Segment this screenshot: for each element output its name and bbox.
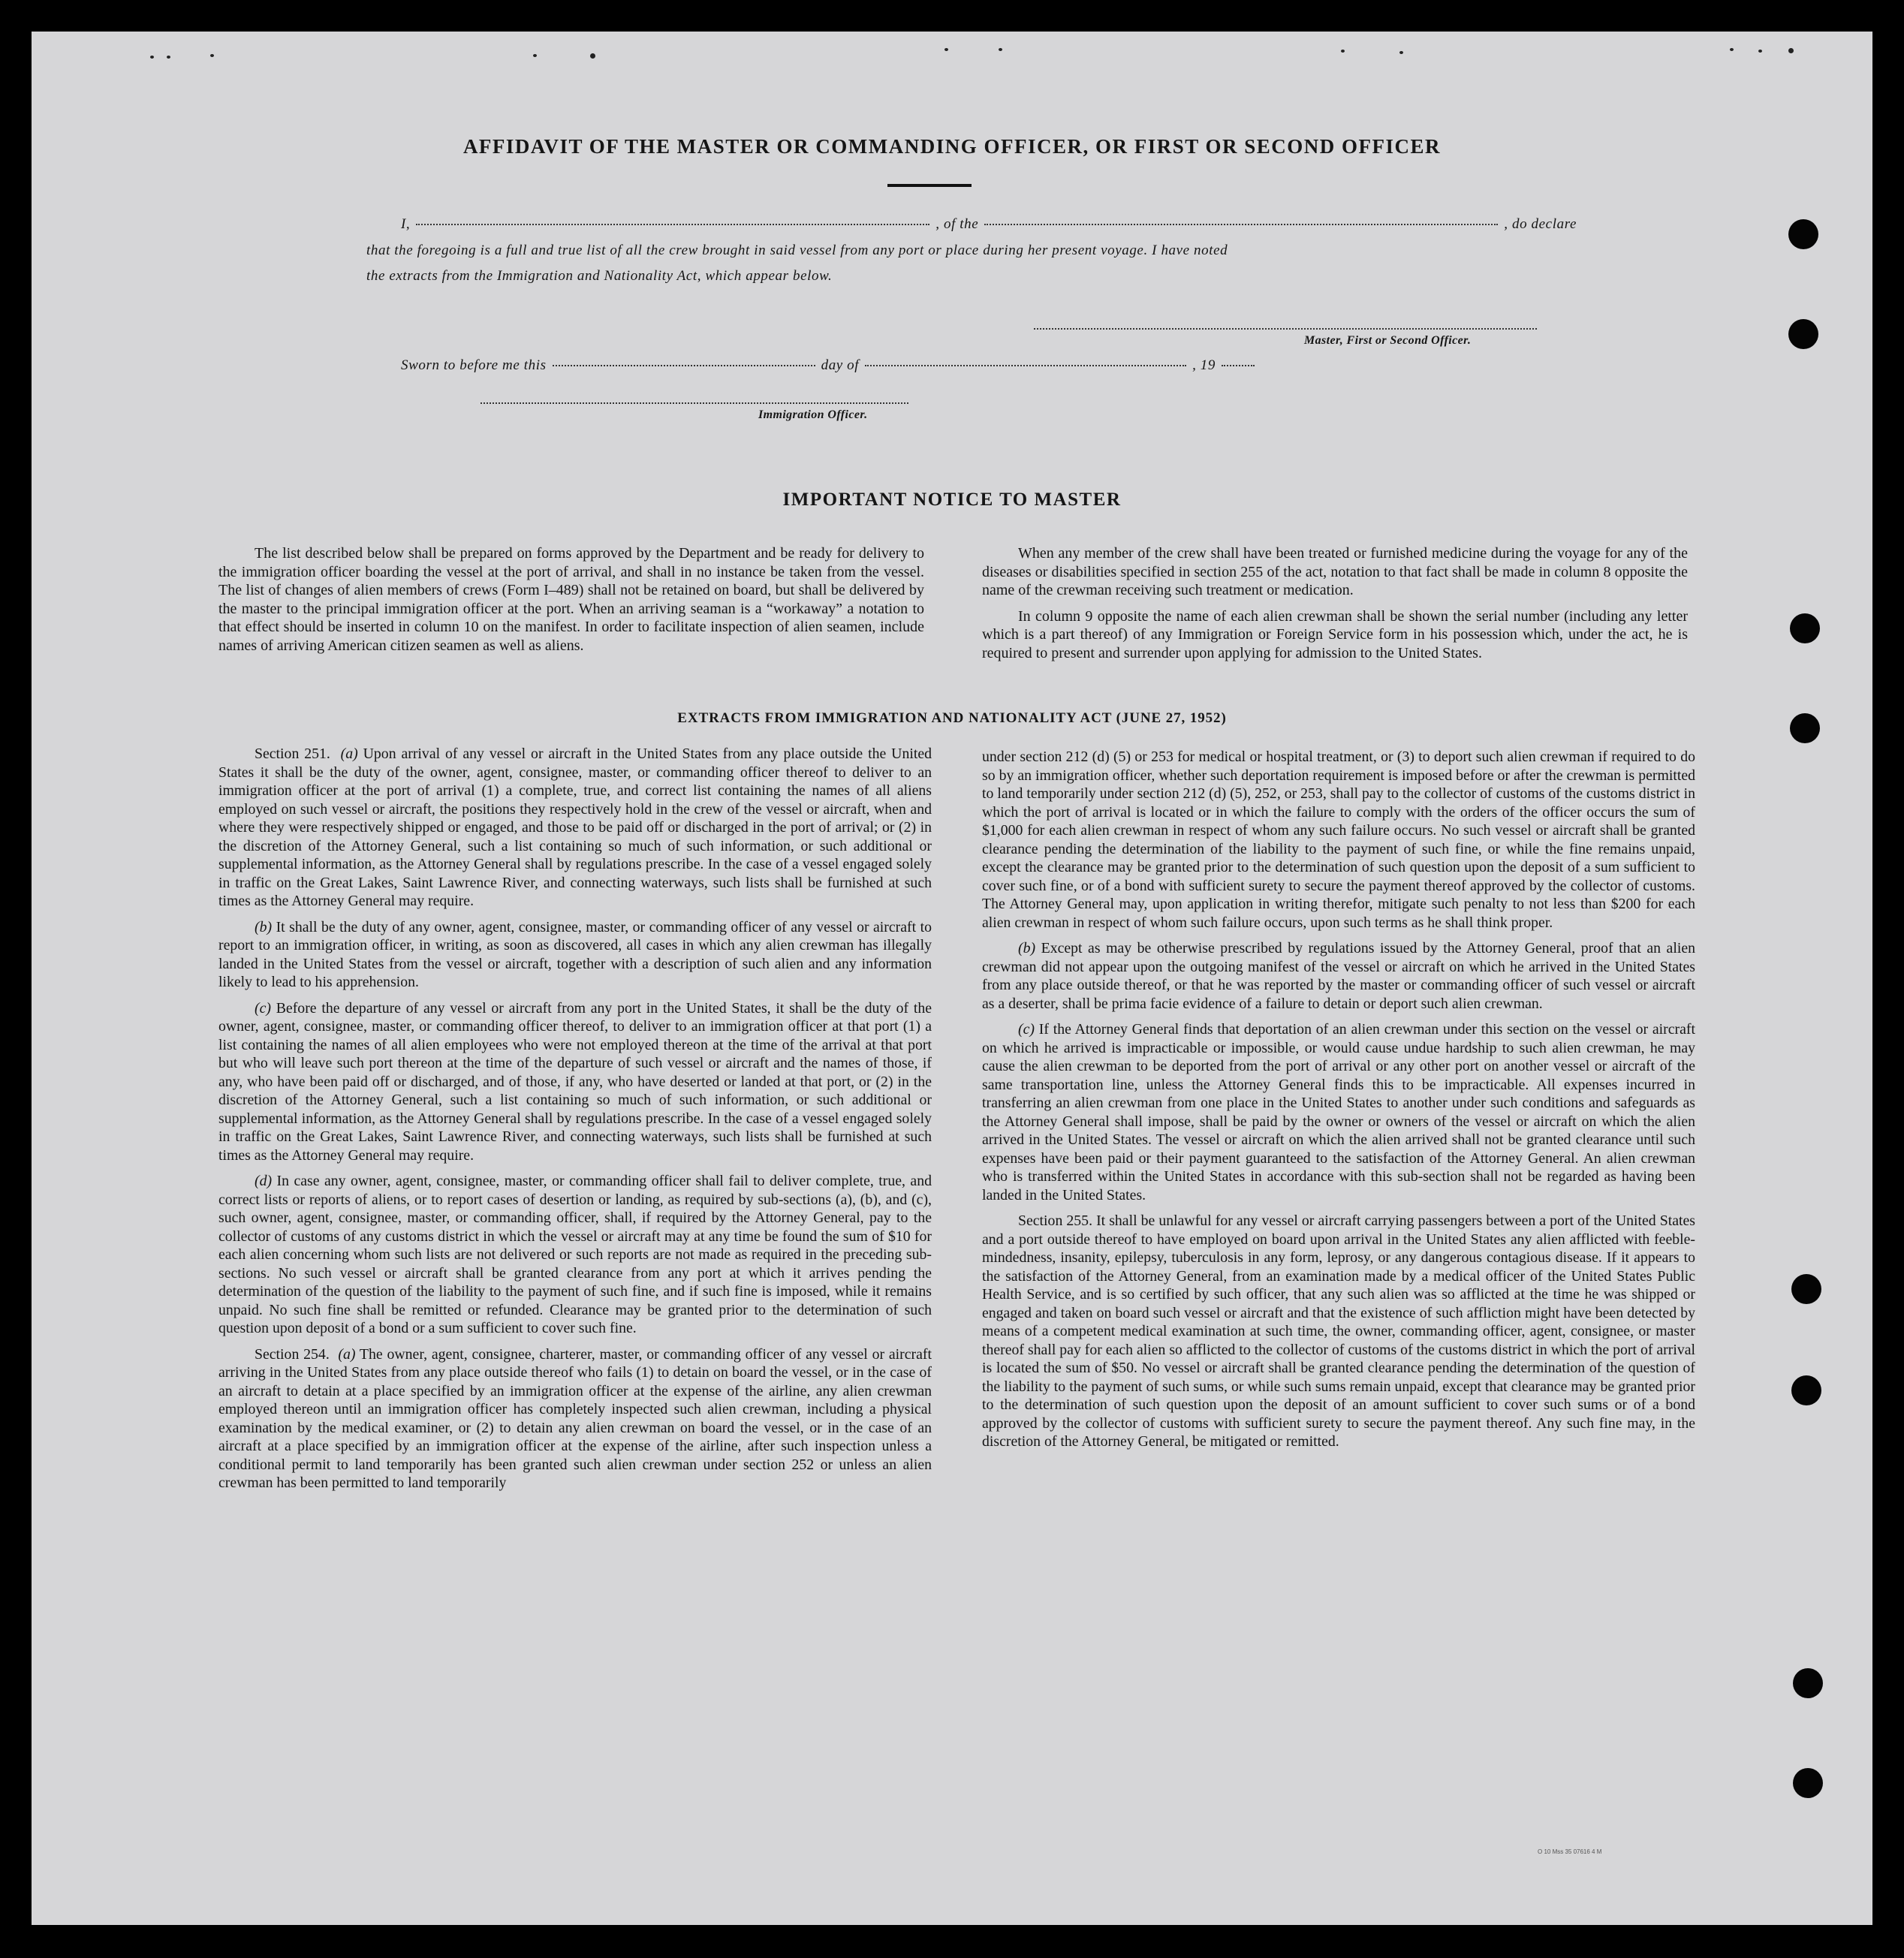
notice-title: IMPORTANT NOTICE TO MASTER	[782, 490, 1122, 510]
year-blank[interactable]	[1222, 365, 1255, 366]
vessel-blank[interactable]	[984, 224, 1498, 225]
word-i: I,	[401, 216, 411, 232]
year-text: , 19	[1192, 357, 1216, 373]
sworn-text: Sworn to before me this	[401, 357, 547, 373]
section-254-a-continued: under section 212 (d) (5) or 253 for medical or hospital treatment, or (3) to deport such alien crewman if required to do so by an immigration officer, whether such deportation requirement is imposed before or after the crewman is permitted to land temporarily under section 212 (d) (5), 252, or 253, shall pay to the collector of customs of the customs district in which the port of arrival is located or in which the failure to comply with the orders of the officer occurs the sum of $1,000 for each alien crewman in respect of whom any such failure occurs. No such vessel or aircraft shall be granted clearance pending the determination of the liability to the payment of such fine, or while the fine remains unpaid, except the clearance may be granted prior to the determination of such question upon the deposit of a sum sufficient to cover such fine, or of a bond with sufficient surety to secure the payment thereof approved by the collector of customs. The Attorney General may, upon application in writing therefor, mitigate such penalty to not less than $200 for each alien crewman in respect of whom such failure occurs, upon such terms as he shall think proper.	[982, 749, 1695, 931]
day-blank[interactable]	[553, 365, 815, 366]
scan-speck	[167, 56, 170, 59]
word-do-declare: , do declare	[1504, 216, 1577, 232]
section-251-c: (c) Before the departure of any vessel or aircraft from any port in the United States, it shall be the duty of the owner, agent, consignee, master, or commanding officer thereof, to deliver to an immigration officer at that port (1) a list containing the names of all alien employees who were not employed thereon at the time of the arrival at that port but who will leave such port thereon at the time of the departure of such vessel or aircraft and the names of those, if any, who have been paid off or discharged, and of those, if any, who have deserted or landed at that port, or (2) in the discretion of the Attorney General, such a list containing so much of such information, or such additional or supplemental information, as the Attorney General shall by regulations prescribe. In the case of a vessel engaged solely in traffic on the Great Lakes, Saint Lawrence River, and connecting waterways, such lists shall be furnished at such times as the Attorney General may require.	[218, 999, 932, 1164]
affidavit-title: AFFIDAVIT OF THE MASTER OR COMMANDING OFFICER, OR FIRST OR SECOND OFFICER	[462, 135, 1442, 158]
scan-speck	[1788, 48, 1794, 53]
name-blank[interactable]	[416, 224, 929, 225]
scan-speck	[1758, 50, 1762, 53]
declarant-line	[401, 216, 1577, 233]
notice-paragraph: In column 9 opposite the name of each alien crewman shall be shown the serial number (including any letter which is a part thereof) of any Immigration or Foreign Service form in his possession which, under the act, he is required to present and surrender upon applying for admission to the United States.	[982, 607, 1688, 661]
section-254-c: (c) If the Attorney General finds that deportation of an alien crewman under this section on the vessel or aircraft on which he arrived is impracticable or impossible, or would cause undue hardship to such alien crewman, he may cause the alien crewman to be deported from the port of arrival or any other port on another vessel or aircraft of the same transportation line, unless the Attorney General finds this to be impracticable. All expenses incurred in transferring an alien crewman from one place in the United States to another under such conditions and safeguards as the Attorney General shall impose, shall be paid by the owner or owners of the vessel or aircraft on which the alien arrived in the United States. The vessel or aircraft on which the alien arrived shall not be granted clearance until such expenses have been paid or their payment guaranteed to the satisfaction of the Attorney General. An alien crewman who is transferred within the United States in accordance with this sub-section shall not be regarded as having been landed in the United States.	[982, 1021, 1695, 1203]
day-of-text: day of	[821, 357, 860, 373]
binder-hole	[1791, 1274, 1821, 1304]
binder-hole	[1793, 1668, 1823, 1698]
scan-speck	[590, 53, 595, 59]
binder-hole	[1791, 1375, 1821, 1405]
binder-hole	[1788, 219, 1818, 249]
word-of-the: , of the	[935, 216, 979, 232]
extracts-right-column	[982, 748, 1695, 1451]
notice-paragraph: When any member of the crew shall have been treated or furnished medicine during the voyage for any of the diseases or disabilities specified in section 255 of the act, notation to that fact shall be made in column 8 opposite the name of the crewman receiving such treatment or medication.	[982, 545, 1688, 598]
section-251-d: (d) In case any owner, agent, consignee, master, or commanding officer shall fail to deliver complete, true, and correct lists or reports of aliens, or to report cases of desertion or landing, as required by sub-sections (a), (b), and (c), such owner, agent, consignee, master, or commanding officer, shall, if required by the Attorney General, pay to the collector of customs of any customs district in which the vessel or aircraft may at any time be found the sum of $10 for each alien concerning whom such lists are not delivered or such reports are not made as required in the preceding sub-sections. No such vessel or aircraft shall be granted clearance from any port at which it arrives pending the determination of the question of the liability to the payment of such fine, and if such fine is imposed, while it remains unpaid. No such fine shall be remitted or refunded. Clearance may be granted prior to the determination of such question upon deposit of a bond or a sum sufficient to cover such fine.	[218, 1173, 932, 1336]
printer-code: O 10 Mss 35 07616 4 M	[1538, 1848, 1602, 1855]
scan-speck	[150, 56, 154, 59]
scan-speck	[1399, 51, 1403, 54]
sworn-line	[401, 357, 1261, 374]
section-255: Section 255. It shall be unlawful for any vessel or aircraft carrying passengers between a port of the United States and a port outside thereof to have employed on board upon arrival in the United States any alien afflicted with feeble-mindedness, insanity, epilepsy, tuberculosis in any form, leprosy, or any dangerous contagious disease. If it appears to the satisfaction of the Attorney General, from an examination made by a medical officer of the United States Public Health Service, and is so certified by such officer, that any such alien was so afflicted at the time he was shipped or engaged and taken on board such vessel or aircraft and that the existence of such affliction might have been detected by means of a competent medical examination at such time, the owner, commanding officer, agent, consignee, or master thereof shall pay for each alien so afflicted to the collector of customs of the customs district in which the port of arrival is located the sum of $50. No vessel or aircraft shall be granted clearance pending the determination of the question of the liability to the payment of such sums, or while such sums remain unpaid, except that clearance may be granted prior to the determination of such question upon the deposit of an amount sufficient to cover such sums or of a bond approved by the collector of customs with sufficient surety to secure the payment thereof. Any such fine may, in the discretion of the Attorney General, be mitigated or remitted.	[982, 1212, 1695, 1450]
master-signature-line[interactable]	[1034, 328, 1537, 330]
declaration-line-2: that the foregoing is a full and true list of all the crew brought in said vessel from any port or place during her present voyage. I have noted	[366, 242, 1228, 258]
notice-paragraph: The list described below shall be prepared on forms approved by the Department and be ready for delivery to the immigration officer boarding the vessel at the port of arrival, and shall in no instance be taken from the vessel. The list of changes of alien members of crews (Form I–489) shall not be retained on board, but shall be delivered by the master to the principal immigration officer at the port. When an arriving seaman is a “workaway” a notation to that effect should be inserted in column 10 on the manifest. In order to facilitate inspection of alien seamen, include names of arriving American citizen seamen as well as aliens.	[218, 545, 924, 654]
officer-signature-line[interactable]	[481, 402, 908, 404]
month-blank[interactable]	[865, 365, 1186, 366]
section-254-b: (b) Except as may be otherwise prescribed by regulations issued by the Attorney General, proof that an alien crewman did not appear upon the outgoing manifest of the vessel or aircraft on which he arrived in the United States from any place outside thereof, or that he was reported by the master or commanding officer of such vessel or aircraft as a deserter, shall be prima facie evidence of a failure to detain or deport such alien crewman.	[982, 940, 1695, 1012]
title-rule	[887, 184, 972, 187]
notice-left-column	[218, 544, 924, 655]
scan-speck	[533, 54, 537, 57]
scan-speck	[1730, 48, 1734, 51]
scan-speck	[1341, 50, 1345, 53]
notice-right-column	[982, 544, 1688, 662]
section-251-b: (b) It shall be the duty of any owner, agent, consignee, master, or commanding officer of any vessel or aircraft to report to an immigration officer, in writing, as soon as discovered, all cases in which any alien crewman has illegally landed in the United States from the vessel or aircraft, together with a description of such alien and any information likely to lead to his apprehension.	[218, 918, 932, 990]
scan-speck	[944, 48, 948, 51]
officer-signature-label: Immigration Officer.	[758, 408, 868, 421]
binder-hole	[1793, 1768, 1823, 1798]
section-251-a: Section 251. (a) Upon arrival of any vessel or aircraft in the United States from any place outside the United States it shall be the duty of the owner, agent, consignee, master, or commanding officer thereof to deliver to an immigration officer at the port of arrival (1) a complete, true, and correct list containing the names of all aliens employed on such vessel or aircraft, the positions they respectively hold in the crew of the vessel or aircraft, when and where they were respectively shipped or engaged, and those to be paid off or discharged in the port of arrival; or (2) in the discretion of the Attorney General, such a list containing so much of such information, or such additional or supplemental information, as the Attorney General shall by regulations prescribe. In the case of a vessel engaged solely in traffic on the Great Lakes, Saint Lawrence River, and connecting waterways, such lists shall be furnished at such times as the Attorney General may require.	[218, 746, 932, 909]
binder-hole	[1790, 613, 1820, 643]
master-signature-label: Master, First or Second Officer.	[1304, 334, 1472, 347]
scan-speck	[210, 54, 214, 57]
scan-speck	[999, 48, 1002, 51]
declaration-line-3: the extracts from the Immigration and Nationality Act, which appear below.	[366, 268, 833, 284]
extracts-title: EXTRACTS FROM IMMIGRATION AND NATIONALITY ACT (JUNE 27, 1952)	[677, 710, 1227, 726]
document-page	[32, 32, 1872, 1925]
section-254-a: Section 254. (a) The owner, agent, consignee, charterer, master, or commanding officer of any vessel or aircraft arriving in the United States from any place outside thereof who fails (1) to detain on board the vessel, or in the case of an aircraft to detain at a place specified by an immigration officer at the expense of the airline, any alien crewman employed thereon until an immigration officer has completely inspected such alien crewman, including a physical examination by the medical examiner, or (2) to detain any alien crewman on board the vessel, or in the case of an aircraft at a place specified by an immigration officer at the expense of the airline, after such inspection unless a conditional permit to land temporarily has been granted such alien crewman under section 252 or unless an alien crewman has been permitted to land temporarily	[218, 1345, 932, 1491]
extracts-left-column	[218, 745, 932, 1493]
binder-hole	[1788, 319, 1818, 349]
